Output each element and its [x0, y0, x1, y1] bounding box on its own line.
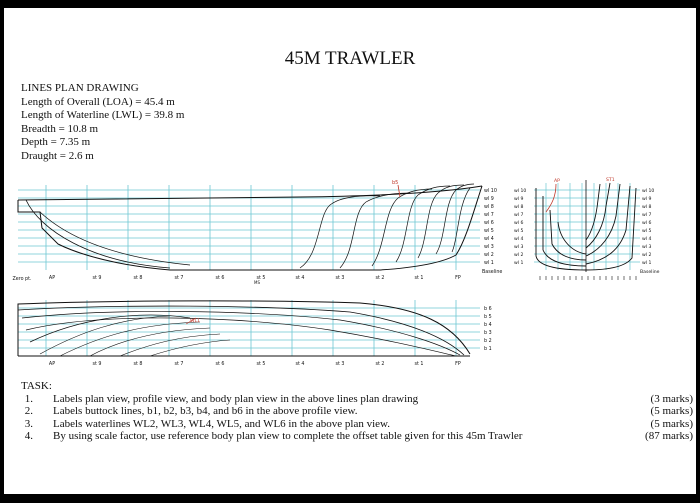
body-baseline-label: Baseline [640, 270, 660, 275]
specs-heading: LINES PLAN DRAWING [21, 82, 139, 94]
plan-wl-label: WL1 [190, 319, 201, 324]
body-wl-label: wl 8 [642, 205, 652, 210]
task-number: 4. [24, 430, 33, 443]
task-marks: (3 marks) [650, 392, 693, 405]
task-heading: TASK: [21, 380, 52, 392]
body-wl-label: wl 9 [514, 197, 524, 202]
body-wl-label: wl 10 [514, 189, 527, 194]
plan-buttock-label: b 4 [484, 323, 492, 328]
task-number: 2. [24, 405, 33, 418]
profile-wl-label: wl 1 [484, 261, 494, 266]
body-wl-label: wl 10 [642, 189, 655, 194]
task-item [21, 430, 693, 443]
body-plan-grid [534, 183, 640, 270]
plan-station-label: st 6 [215, 362, 225, 367]
profile-view [12, 180, 502, 285]
body-wl-label: wl 5 [514, 229, 524, 234]
spec-draught: Draught = 2.6 m [21, 149, 94, 162]
profile-zero-label: Zero pt. [12, 277, 32, 282]
profile-wl-label: wl 10 [484, 189, 497, 194]
task-text: Labels waterlines WL2, WL3, WL4, WL5, and WL6 in the above plan view. [53, 417, 391, 430]
plan-buttock-label: b 1 [484, 347, 492, 352]
body-wl-label: wl 4 [514, 237, 524, 242]
body-plan-view [514, 177, 660, 280]
profile-wl-label: wl 3 [484, 245, 494, 250]
body-wl-label: wl 3 [514, 245, 524, 250]
profile-station-label: AP [48, 276, 56, 281]
task-number: 1. [24, 392, 33, 405]
drawing-sheet [4, 8, 696, 494]
profile-station-label: st 4 [295, 276, 305, 281]
profile-midship-label: MS [254, 280, 260, 285]
body-wl-label: wl 1 [514, 261, 524, 266]
plan-station-label: st 9 [92, 362, 102, 367]
body-wl-label: wl 5 [642, 229, 652, 234]
body-wl-label: wl 1 [642, 261, 652, 266]
task-text: By using scale factor, use reference body plan view to complete the offset table given for this 45m Trawler [53, 430, 523, 443]
spec-breadth: Breadth = 10.8 m [21, 122, 99, 135]
profile-wl-label: wl 4 [484, 237, 494, 242]
profile-wl-label: wl 7 [484, 213, 494, 218]
body-plan-st-label: ST1 [606, 178, 615, 183]
plan-station-label: st 7 [174, 362, 184, 367]
plan-station-label: st 2 [375, 362, 385, 367]
profile-station-label: st 5 [256, 276, 266, 281]
spec-loa: Length of Overall (LOA) = 45.4 m [21, 95, 175, 108]
body-wl-label: wl 6 [642, 221, 652, 226]
body-wl-label: wl 4 [642, 237, 652, 242]
sheer-label: b5 [392, 180, 399, 186]
body-plan-baseline-ticks [540, 276, 636, 280]
plan-grid [18, 300, 480, 356]
body-wl-label: wl 2 [642, 253, 652, 258]
spec-depth: Depth = 7.35 m [21, 136, 91, 149]
body-wl-label: wl 7 [514, 213, 524, 218]
plan-station-label: st 8 [133, 362, 143, 367]
page-title: 45M TRAWLER [284, 48, 416, 69]
profile-station-label: st 6 [215, 276, 225, 281]
plan-station-label: AP [48, 362, 56, 367]
task-item [21, 418, 693, 431]
plan-buttock-label: b 5 [484, 315, 492, 320]
plan-station-label: st 5 [256, 362, 266, 367]
profile-station-label: st 8 [133, 276, 143, 281]
profile-station-label: st 3 [335, 276, 345, 281]
plan-station-label: st 3 [335, 362, 345, 367]
plan-station-label: st 1 [414, 362, 424, 367]
body-wl-label: wl 3 [642, 245, 652, 250]
body-plan-right-labels [640, 188, 660, 275]
task-item [21, 393, 693, 406]
plan-buttock-label: b 2 [484, 339, 492, 344]
profile-wl-label: wl 2 [484, 253, 494, 258]
plan-buttock-labels [484, 306, 492, 352]
task-list [21, 393, 693, 443]
body-plan-ap-label: AP [554, 179, 560, 184]
body-wl-label: wl 8 [514, 205, 524, 210]
plan-station-labels [49, 361, 461, 367]
task-section [21, 380, 693, 443]
task-marks: (87 marks) [645, 430, 693, 443]
task-marks: (5 marks) [650, 417, 693, 430]
body-wl-label: wl 6 [514, 221, 524, 226]
plan-view [18, 300, 492, 367]
task-marks: (5 marks) [650, 405, 693, 418]
task-number: 3. [24, 417, 33, 430]
task-text: Labels buttock lines, b1, b2, b3, b4, and b6 in the above profile view. [53, 405, 358, 418]
profile-station-label: FP [455, 276, 461, 281]
task-item [21, 405, 693, 418]
profile-wl-label: wl 5 [484, 229, 494, 234]
plan-buttock-label: b 6 [484, 307, 492, 312]
profile-baseline-label: Baseline [482, 270, 503, 275]
profile-wl-label: wl 6 [484, 221, 494, 226]
body-plan-left-labels [514, 188, 526, 266]
body-wl-label: wl 2 [514, 253, 524, 258]
sheer-marker [398, 185, 400, 197]
profile-station-label: st 7 [174, 276, 184, 281]
profile-waterline-labels [482, 188, 502, 275]
plan-station-label: FP [455, 362, 461, 367]
plan-buttock-label: b 3 [484, 331, 492, 336]
profile-hull [18, 184, 482, 270]
profile-station-label: st 9 [92, 276, 102, 281]
profile-station-labels [12, 275, 460, 285]
profile-wl-label: wl 8 [484, 205, 494, 210]
lines-plan-drawing [4, 8, 696, 378]
body-wl-label: wl 7 [642, 213, 652, 218]
profile-station-label: st 2 [375, 276, 385, 281]
task-text: Labels plan view, profile view, and body plan view in the above lines plan drawing [53, 392, 419, 405]
profile-wl-label: wl 9 [484, 197, 494, 202]
spec-lwl: Length of Waterline (LWL) = 39.8 m [21, 109, 185, 122]
body-wl-label: wl 9 [642, 197, 652, 202]
profile-station-label: st 1 [414, 276, 424, 281]
plan-station-label: st 4 [295, 362, 305, 367]
